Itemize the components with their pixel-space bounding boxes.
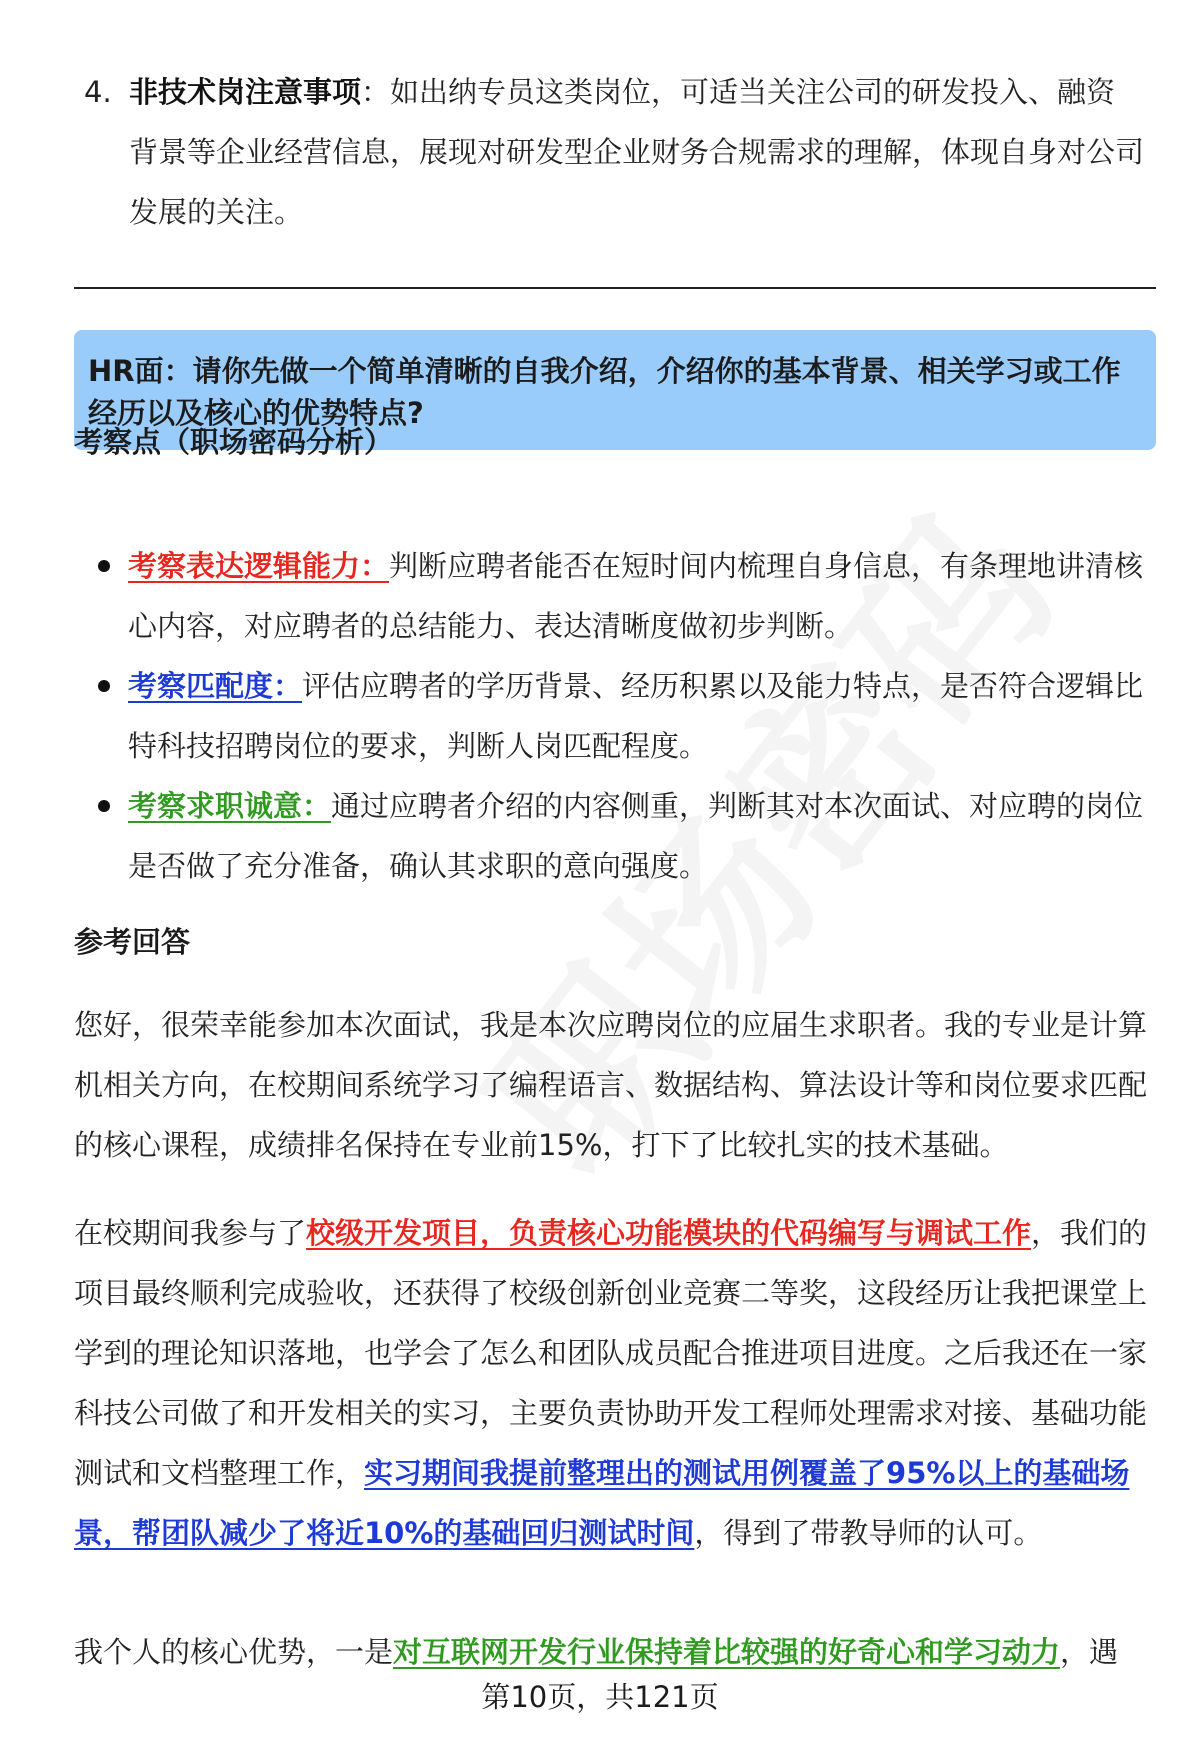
item-text: ：如出纳专员这类岗位，可适当关注公司的研发投入、融资背景等企业经营信息，展现对研发型企业财务合规需求的理解，体现自身对公司发展的关注。 xyxy=(129,75,1145,229)
examine-heading: 考察点（职场密码分析） xyxy=(74,425,394,459)
p2-highlight-project: 校级开发项目，负责核心功能模块的代码编写与调试工作 xyxy=(306,1216,1032,1250)
examine-list xyxy=(74,536,1154,896)
bullet-keyword: 考察匹配度： xyxy=(128,669,303,703)
bullet-dot xyxy=(98,800,110,812)
answer-heading: 参考回答 xyxy=(74,925,191,959)
p2-text-c: ，得到了带教导师的认可。 xyxy=(694,1516,1043,1550)
section-divider xyxy=(74,287,1156,289)
p3-text-b: ，遇 xyxy=(1060,1635,1119,1669)
question-text: HR面：请你先做一个简单清晰的自我介绍，介绍你的基本背景、相关学习或工作经历以及核心的优势特点? xyxy=(88,354,1121,430)
bullet-keyword: 考察求职诚意： xyxy=(128,789,332,823)
bullet-dot xyxy=(98,680,110,692)
numbered-item-4 xyxy=(84,62,1144,242)
page-number: 第10页，共121页 xyxy=(481,1680,719,1714)
p3-text-a: 我个人的核心优势，一是 xyxy=(74,1635,394,1669)
bullet-text: 判断应聘者能否在短时间内梳理自身信息，有条理地讲清核心内容，对应聘者的总结能力、表达清晰度做初步判断。 xyxy=(128,549,1144,643)
p3-highlight-strength: 对互联网开发行业保持着比较强的好奇心和学习动力 xyxy=(393,1635,1061,1669)
answer-paragraph-1: 您好，很荣幸能参加本次面试，我是本次应聘岗位的应届生求职者。我的专业是计算机相关方向，在校期间系统学习了编程语言、数据结构、算法设计等和岗位要求匹配的核心课程，成绩排名保持在专业前15%，打下了比较扎实的技术基础。 xyxy=(74,1008,1148,1162)
bullet-keyword: 考察表达逻辑能力： xyxy=(128,549,390,583)
item-number: 4. xyxy=(84,75,112,109)
list-item xyxy=(74,656,1154,776)
p2-text-b: ，我们的项目最终顺利完成验收，还获得了校级创新创业竞赛二等奖，这段经历让我把课堂上学到的理论知识落地，也学会了怎么和团队成员配合推进项目进度。之后我还在一家科技公司做了和开发相关的实习，主要负责协助开发工程师处理需求对接、基础功能测试和文档整理工作， xyxy=(74,1216,1148,1490)
list-item xyxy=(74,776,1154,896)
bullet-text: 评估应聘者的学历背景、经历积累以及能力特点，是否符合逻辑比特科技招聘岗位的要求，判断人岗匹配程度。 xyxy=(128,669,1144,763)
item-title: 非技术岗注意事项 xyxy=(129,75,362,109)
list-item xyxy=(74,536,1154,656)
p2-highlight-internship: 实习期间我提前整理出的测试用例覆盖了95%以上的基础场景，帮团队减少了将近10%的基础回归测试时间 xyxy=(74,1456,1130,1550)
item-body xyxy=(129,62,1144,242)
bullet-dot xyxy=(98,560,110,572)
p2-text-a: 在校期间我参与了 xyxy=(74,1216,307,1250)
answer-paragraph-3 xyxy=(74,1622,1156,1682)
bullet-text: 通过应聘者介绍的内容侧重，判断其对本次面试、对应聘的岗位是否做了充分准备，确认其求职的意向强度。 xyxy=(128,789,1144,883)
answer-paragraph-2 xyxy=(74,1203,1156,1563)
